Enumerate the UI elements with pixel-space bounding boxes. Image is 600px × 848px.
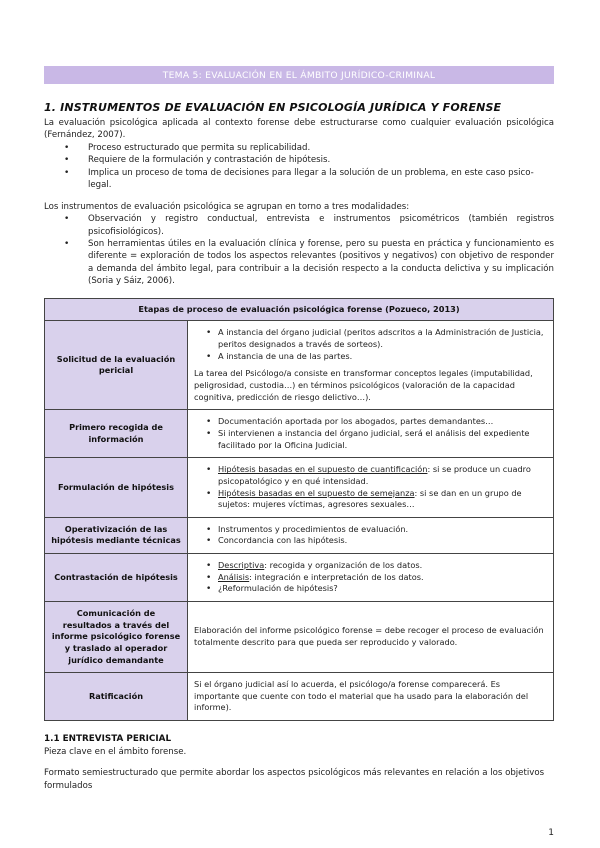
table-row xyxy=(45,410,554,458)
row-label: Comunicación de resultados a través del informe psicológico forense y traslado al operador jurídico demandante xyxy=(45,602,188,673)
row-label: Primero recogida de información xyxy=(45,410,188,458)
subsection-title: 1.1 ENTREVISTA PERICIAL xyxy=(44,734,172,745)
row-paragraph: La tarea del Psicólogo/a consiste en transformar conceptos legales (imputabilidad, peligrosidad, custodia…) en términos psicológicos (valoración de la capacidad cognitiva, predicción de riesgo delictivo…). xyxy=(194,368,533,402)
list-item: • Hipótesis basadas en el supuesto de cuantificación: si se produce un cuadro psicopatológico y en qué intensidad. xyxy=(194,464,547,487)
underlined-term: Descriptiva xyxy=(218,560,265,571)
list-item: • Instrumentos y procedimientos de evaluación. xyxy=(194,524,547,536)
row-label: Contrastación de hipótesis xyxy=(45,554,188,602)
bullet-list-2 xyxy=(44,213,554,288)
row-content xyxy=(188,554,554,602)
underlined-term: Análisis xyxy=(218,571,250,582)
modalities-paragraph: Los instrumentos de evaluación psicológica se agrupan en torno a tres modalidades: xyxy=(44,201,410,212)
subsection-paragraph: Formato semiestructurado que permite abordar los aspectos psicológicos más relevantes en relación a los objetivos formulados xyxy=(44,768,545,791)
section-title: 1. INSTRUMENTOS DE EVALUACIÓN EN PSICOLOGÍA JURÍDICA Y FORENSE xyxy=(44,101,502,114)
table-row xyxy=(45,517,554,553)
list-item: • A instancia de una de las partes. xyxy=(194,351,547,363)
row-paragraph: Si el órgano judicial así lo acuerda, el psicólogo/a forense comparecerá. Es importante que cuente con todo el material que ha usado para la elaboración del informe). xyxy=(194,679,529,713)
table-row xyxy=(45,673,554,721)
table-row xyxy=(45,321,554,410)
list-item: • Requiere de la formulación y contrastación de hipótesis. xyxy=(44,154,554,166)
table-header: Etapas de proceso de evaluación psicológica forense (Pozueco, 2013) xyxy=(45,298,554,321)
list-item: • Descriptiva: recogida y organización de los datos. xyxy=(194,560,547,572)
row-content xyxy=(188,410,554,458)
row-label: Ratificación xyxy=(45,673,188,721)
row-content xyxy=(188,673,554,721)
list-item: • Implica un proceso de toma de decisiones para llegar a la solución de un problema, en este caso psico-legal. xyxy=(44,167,554,192)
list-item: • Observación y registro conductual, entrevista e instrumentos psicométricos (también registros psicofisiológicos). xyxy=(44,213,554,238)
list-item: • Proceso estructurado que permita su replicabilidad. xyxy=(44,142,554,154)
page-number: 1 xyxy=(548,828,554,838)
row-content xyxy=(188,602,554,673)
list-item: • Concordancia con las hipótesis. xyxy=(194,535,547,547)
row-label: Formulación de hipótesis xyxy=(45,458,188,518)
chapter-banner: TEMA 5: EVALUACIÓN EN EL ÁMBITO JURÍDICO-CRIMINAL xyxy=(44,66,554,84)
list-item: • Hipótesis basadas en el supuesto de semejanza: si se dan en un grupo de sujetos: mujeres víctimas, agresores sexuales… xyxy=(194,488,547,511)
row-content xyxy=(188,458,554,518)
subsection-line: Pieza clave en el ámbito forense. xyxy=(44,746,187,757)
table-row xyxy=(45,554,554,602)
intro-paragraph: La evaluación psicológica aplicada al contexto forense debe estructurarse como cualquier evaluación psicológica (Fernández, 2007). xyxy=(44,117,554,141)
row-paragraph: Elaboración del informe psicológico forense = debe recoger el proceso de evaluación totalmente descrito para que pueda ser reproducido y valorado. xyxy=(194,625,544,648)
underlined-term: Hipótesis basadas en el supuesto de cuantificación xyxy=(218,464,428,475)
row-content xyxy=(188,321,554,410)
list-item: • A instancia del órgano judicial (peritos adscritos a la Administración de Justicia, peritos designados a través de sorteos). xyxy=(194,327,547,350)
list-item: • Análisis: integración e interpretación de los datos. xyxy=(194,572,547,584)
stages-table xyxy=(44,298,554,721)
list-item: • Son herramientas útiles en la evaluación clínica y forense, pero su puesta en práctica y funcionamiento es diferente = exploración de todos los aspectos relevantes (positivos y negativos) con objetivo de responder a demanda del ámbito legal, para contribuir a la decisión respecto a la conducta delictiva y su implicación (Soria y Sáiz, 2006). xyxy=(44,238,554,288)
row-label: Solicitud de la evaluación pericial xyxy=(45,321,188,410)
bullet-list-1 xyxy=(44,142,554,192)
list-item: • Documentación aportada por los abogados, partes demandantes… xyxy=(194,416,547,428)
table-row xyxy=(45,458,554,518)
row-content xyxy=(188,517,554,553)
underlined-term: Hipótesis basadas en el supuesto de semejanza xyxy=(218,487,415,498)
list-item: • ¿Reformulación de hipótesis? xyxy=(194,583,547,595)
row-label: Operativización de las hipótesis mediante técnicas xyxy=(45,517,188,553)
list-item: • Si intervienen a instancia del órgano judicial, será el análisis del expediente facilitado por la Oficina Judicial. xyxy=(194,428,547,451)
page-content xyxy=(44,100,554,792)
table-row xyxy=(45,602,554,673)
